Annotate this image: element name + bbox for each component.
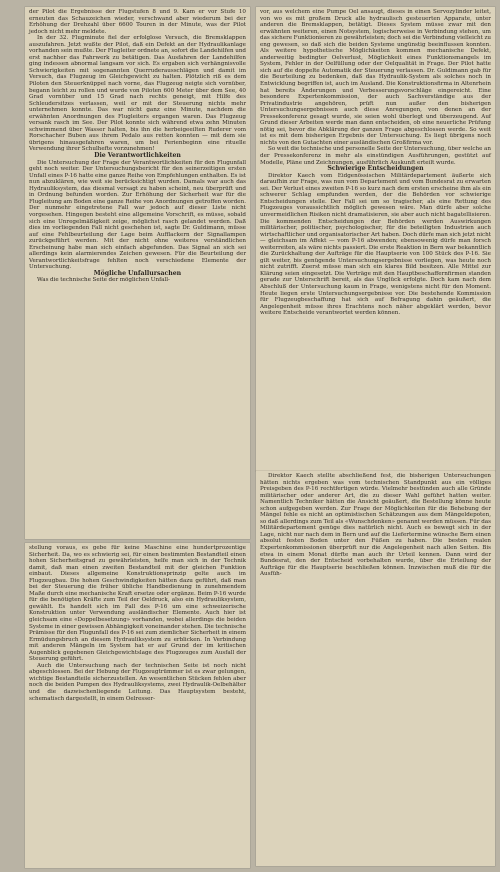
clipping-left-top: [25, 7, 250, 539]
paragraph: Die Untersuchung der Frage der Verantwortlichkeiten für den Flugunfall geht noch weiter. Der Untersuchungsbericht für den seinerzeitigen ersten Unfall eines P-16 hatte eine ganze Reihe von Empfehlungen enthalten. Es ist nun abzuklären, wie weit sie berücksichtigt wurden. Damals war auch das Hydrauliksystem, das diesmal versagt zu haben scheint, neu überprüft und in Ordnung befunden worden. Zur Erhöhung der Sicherheit war für die Flugleitung am Boden eine ganze Reihe von Anordnungen getroffen worden. Der nunmehr eingetretene Fall war jedoch auf dieser Liste nicht vorgesehen. Hingegen besteht eine allgemeine Vorschrift, es müsse, sobald sich eine Unregelmäßigkeit zeige, möglichst rasch gelandet werden. Daß dies im vorliegenden Fall nicht geschehen ist, sagte Dr. Guldimann, müsse auf eine Fehlbeurteilung der Lage beim Aufflackern der Signallampen zurückgeführt werden. Mit der nicht ohne weiteres verständlichen Erscheinung habe man sich einfach abgefunden. Das Signal an sich sei allerdings kein alarmierendes Zeichen gewesen. Für die Beurteilung der Verantwortlichkeitsfrage fehlten noch verschiedene Elemente der Untersuchung.: [29, 159, 246, 271]
paragraph: Auch die Untersuchung nach der technischen Seite ist noch nicht abgeschlossen. Bei der Hebung der Flugzeugtrümmer ist es zwar gelungen, wichtige Bestandteile sicherzustellen. An wesentlichen Stücken fehlen aber noch die beiden Pumpen des Hydrauliksystems, zwei Hydraulik-Oelbehälter und die dazwischenliegende Leitung. Das Hauptsystem besteht, schematisch dargestellt, in einem Oelresser-: [29, 662, 246, 702]
clipping-right-top: [256, 7, 495, 471]
section-heading: Die Verantwortlichkeiten: [94, 152, 181, 160]
section-heading: Mögliche Unfallursachen: [93, 269, 182, 277]
paragraph: vor, aus welchem eine Pumpe Oel ansaugt, dieses in einen Servozylinder leitet, von wo es mit großem Druck alle hydraulisch gesteuerten Apparate, unter anderen die Bremsklappen, betätigt. Dieses System müsse zwar mit den erwähnten weiteren, einen Notsystem, logischerweise in Verbindung stehen, um das sichere Funktionieren zu gewährleisten; doch sei die Verbindung vielleicht zu eng gewesen, so daß sich die beiden Systeme ungünstig beeinflussen konnten. Als weitere hypothetische Möglichkeiten kommen mechanische Defekt, anderweitig bedingter Oelverlust, Möglichkeit eines Funktionsmangels im System, Fehler in der Oelfüllung oder der Oelqualität in Frage. Der Pilot hatte sich auf die doppelte Automatik der Steuerung verlassen. Dr. Guldimann gab für die Beurteilung zu bedenken, daß das Hydraulik-System als solches noch in Entwicklung begriffen ist, auch im Ausland. Die Konstruktionsfirma in Altenrhein hat bereits Änderungen und Verbesserungsvorschläge eingereicht. Eine besondere Expertenkommission, der auch Sachverständige aus der Privatindustrie angehören, prüft nun außer den bisherigen Untersuchungsergebnissen auch diese Anregungen, von denen an der Pressekonferenz gesagt wurde, sie seien wohl überlegt und überzeugend. Auf Grund dieser Arbeiten werde man dann entscheiden, ob eine neuerliche Prüfung nötig sei, bevor die Abklärung der ganzen Frage abgeschlossen werde. So weit ist es mit dem bisherigen Ergebnis der Untersuchung. Es liegt übrigens noch nichts von den Gutachten einer ausländischen Großfirma vor.: [260, 9, 491, 146]
clipping-right-bottom: [256, 471, 495, 866]
paragraph: der Pilot die Ergebnisse der Flugstufen 8 und 9. Kam er vor Stufe 10 erneuten das Schauzeichen wieder, verschwand aber wiederum bei der Erhöhung der Drehzahl über 6600 Touren in der Minute, was der Pilot jedoch nicht mehr meldete.: [29, 9, 246, 35]
clipping-left-bottom: [25, 543, 250, 868]
paragraph: In der 32. Flugminute fiel der erfolglose Versuch, die Bremsklappen auszufahren. Jetzt wußte der Pilot, daß ein Defekt an der Hydraulikanlage vorhanden sein mußte. Der Flugleiter ordnete an, sofort die Landehilfen und erst nachher das Fahrwerk zu betätigen. Das Ausfahren der Landehilfen ging indessen abnormal langsam vor sich. Es ergaben sich verhängnisvolle Schwierigkeiten mit sogenannten Querruderausschlägen und damit im Versuch, das Flugzeug im Gleichgewicht zu halten. Plötzlich riß es dem Piloten den Steuerknüppel nach vorne, das Flugzeug neigte sich vornüber, begann leicht zu rollen und wurde von Piloten 600 Meter über dem See, 40 Grad vornüber und 15 Grad nach rechts geneigt, mit Hilfe des Schleudersitzes verlassen, weil er mit der Steuerung nichts mehr unternehmen konnte. Das war nicht ganz eine Minute, nachdem die erwähnten Anordnungen des Flugleiters ergangen waren. Das Flugzeug versank rasch im See. Der Pilot konnte sich während etwa zehn Minuten schwimmend über Wasser halten, bis ihn die herbeigeeilten Ruderer vom Rorschacher Buben aus ihrem Pedalo aus retten konnten — mit dem sie übrigens hinausgefahren waren, um bei Ferienbeginn eine rituelle Verwendung ihrer Schulhefte vorzunehmen!: [29, 35, 246, 153]
section-heading: Schwierige Entscheidungen: [327, 165, 424, 173]
paragraph: Direktor Kaech stellte abschließend fest, die bisherigen Untersuchungen hätten nichts ergeben was vom technischen Standpunkt aus ein völliges Preisgeben des P-16 rechtfertigen würde. Vielmehr bestünden auch alle Gründe militärischer oder anderer Art, die zu dieser Wahl geführt hatten weiter. Namentlich Techniker hätten die Ansicht geäußert, die Bestellung könne heute schon aufgegeben werden. Zur Frage der Möglichkeiten für die Behebung der Mängel fehle es nicht an optimistischen Schätzungen aus dem Mängeldepoten, so daß allerdings zum Teil als «Wunschdenken» genannt werden müssen. Für das Militärdepartement genüge dies natürlich nicht. Auch es bewegt sich in der Lage, nicht nur nach dem in Bern und auf die Liefertermine wünsche Bern einen absolut festen Boden unter den Füßen zu haben. Die besten realen Expertenkommissionen überprüft nur die Angelegenheit nach allen Seiten. Bis etwa in einem Monat dürfte man auch ihr Urteil kennen. Dann wird der Bundesrat, den der Entscheid vorbehalten wurde, über die Erteilung der Aufträge für die Hauptserie beschließen können. Inzwischen muß die für die Ausfüh-: [260, 473, 491, 578]
paragraph: So weit die technische und personelle Seite der Untersuchung, über welche an der Pressekonferenz in mehr als einstündigen Ausführungen, gestützt auf Modelle, Pläne und Zeichnungen, ausführlich Auskunft erteilt wurde.: [260, 146, 491, 166]
paragraph: Was die technische Seite der möglichen Unfall-: [37, 277, 170, 284]
paragraph: stellung voraus, es gebe für keine Maschine eine hundertprozentige Sicherheit. Da, wo es schwierig sei, für einen bestimmten Bestandteil einen hohen Sicherheitsgrad zu gewährleisten, helfe man sich in der Technik damit, daß man einen zweiten Bestandteil mit der gleichen Funktion einbaut. Dieses allgemeine Konstruktionsprinzip gelte auch im Flugzeugbau. Die hohen Geschwindigkeiten hätten dazu geführt, daß man bei der Steuerung die früher übliche Handbedienung in zunehmendem Maße durch eine mechanische Kraft ersetze oder ergänze. Beim P-16 wurde für die benötigten Kräfte zum Teil der Oeldruck, also ein Hydrauliksystem, gewählt. Es handelt sich im Fall des P-16 um eine schweizerische Konstruktion unter Verwendung ausländischer Elemente. Auch hier ist gleichsam eine «Doppelbesetzung» vorhanden, wobei allerdings die beiden Systeme in einer gewissen Abhängigkeit voneinander stehen. Die technische Prämisse für den Flugunfall des P-16 sei zum ziemlicher Sicherheit in einem Ermüdungsbruch an diesem Hydrauliksystem zu erblicken. In Verbindung mit anderen Mängeln im System hat er auf Grund der im kritischen Augenblick gegebenen Gleichgewichtslage des Flugzeuges zum Ausfall der Steuerung geführt.: [29, 545, 246, 663]
paragraph: Direktor Kaech vom Eidgenössischen Militärdepartement äußerte sich daraufhin zur Frage, was nun vom Departement und vom Bundesrat zu erwarten sei. Der Verlust eines zweiten P-16 so kurz nach dem ersten erscheine ihm als ein schwerer Schlag empfunden werden, der die Behörden vor schwierige Entscheidungen stelle. Der Fall sei um so tragischer, als eine Rettung des Flugzeuges voraussichtlich möglich gewesen wäre. Man dürfe aber solche unvermeidlichen Risiken nicht dramatisieren, sie aber auch nicht bagatellisieren. Die kommenden Entscheidungen der Behörden werden Auswirkungen militärischer, politischer, psychologischer, für die beteiligten Industrien auch wirtschaftlicher und organisatorischer Art haben. Doch dürfe man sich jetzt nicht — gleichsam im Affekt — vom P-16 abwenden; ebensowenig dürfe man forsch weiterreiten, als wäre nichts passiert. Die erste Reaktion in Bern war bekanntlich die Zurückhaltung der Aufträge für die Hauptserie von 100 Stück des P-16. Sie gilt weiter, bis genügende Untersuchungsergebnisse vorliegen, was heute noch nicht zutrifft. Zuerst müsse man sich ein klares Bild besitzen. Alle Mittel zur Klärung seien eingesetzt. Die Verträge mit den Hauptbeschaffernfirmen standen gerade zur Unterschrift bereit, als das Unglück erfolgte. Doch kam nach dem Abschluß der Untersuchung kaum in Frage, wenigstens nicht für den Moment. Heute liegen erste Untersuchungsergebnisse vor. Die bestehende Kommission für Flugzeugbeschaffung hat sich auf Befragung dahin geäußert, die Angelegenheit müsse ihres Erachtens noch näher abgeklärt werden, bevor weitere Entscheide verantwortet werden können.: [260, 172, 491, 317]
